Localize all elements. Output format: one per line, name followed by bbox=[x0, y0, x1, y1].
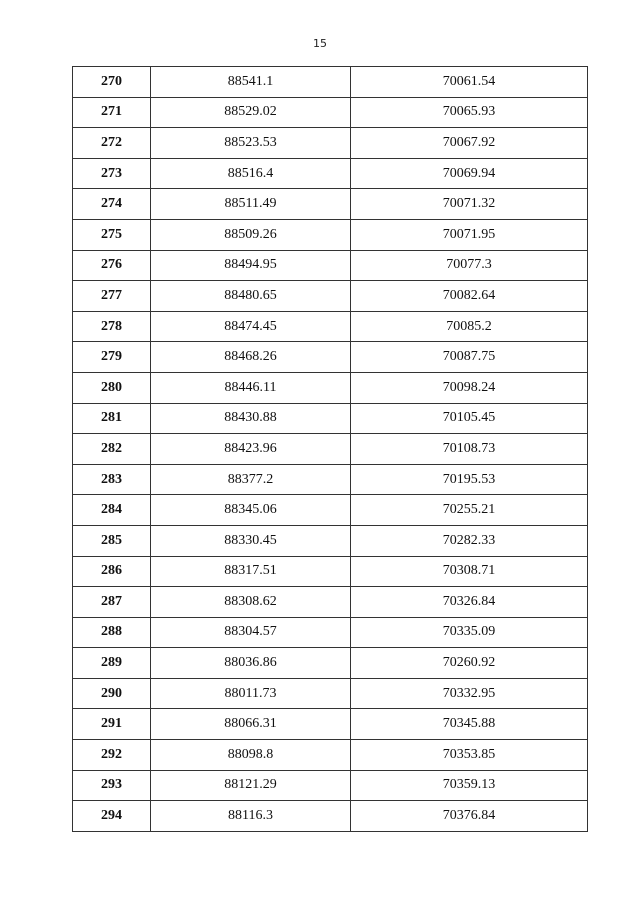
table-row bbox=[73, 495, 588, 526]
point-number-cell: 270 bbox=[73, 67, 151, 98]
point-number-cell: 277 bbox=[73, 281, 151, 312]
point-number-cell: 286 bbox=[73, 556, 151, 587]
coordinates-table bbox=[72, 66, 588, 832]
table-row bbox=[73, 250, 588, 281]
point-number-cell: 282 bbox=[73, 434, 151, 465]
table-row bbox=[73, 403, 588, 434]
y-coordinate-cell: 70065.93 bbox=[351, 97, 588, 128]
x-coordinate-cell: 88474.45 bbox=[151, 311, 351, 342]
point-number-cell: 292 bbox=[73, 740, 151, 771]
table-row bbox=[73, 648, 588, 679]
y-coordinate-cell: 70085.2 bbox=[351, 311, 588, 342]
page-number: 15 bbox=[313, 37, 327, 50]
y-coordinate-cell: 70353.85 bbox=[351, 740, 588, 771]
y-coordinate-cell: 70098.24 bbox=[351, 372, 588, 403]
y-coordinate-cell: 70061.54 bbox=[351, 67, 588, 98]
table-row bbox=[73, 801, 588, 832]
table-row bbox=[73, 556, 588, 587]
x-coordinate-cell: 88121.29 bbox=[151, 770, 351, 801]
table-row bbox=[73, 342, 588, 373]
x-coordinate-cell: 88098.8 bbox=[151, 740, 351, 771]
x-coordinate-cell: 88523.53 bbox=[151, 128, 351, 159]
y-coordinate-cell: 70335.09 bbox=[351, 617, 588, 648]
point-number-cell: 284 bbox=[73, 495, 151, 526]
point-number-cell: 285 bbox=[73, 525, 151, 556]
point-number-cell: 294 bbox=[73, 801, 151, 832]
point-number-cell: 271 bbox=[73, 97, 151, 128]
table-row bbox=[73, 434, 588, 465]
table-row bbox=[73, 464, 588, 495]
x-coordinate-cell: 88036.86 bbox=[151, 648, 351, 679]
y-coordinate-cell: 70376.84 bbox=[351, 801, 588, 832]
x-coordinate-cell: 88511.49 bbox=[151, 189, 351, 220]
point-number-cell: 272 bbox=[73, 128, 151, 159]
table-row bbox=[73, 311, 588, 342]
x-coordinate-cell: 88494.95 bbox=[151, 250, 351, 281]
x-coordinate-cell: 88308.62 bbox=[151, 587, 351, 618]
y-coordinate-cell: 70067.92 bbox=[351, 128, 588, 159]
x-coordinate-cell: 88377.2 bbox=[151, 464, 351, 495]
table-row bbox=[73, 372, 588, 403]
y-coordinate-cell: 70195.53 bbox=[351, 464, 588, 495]
y-coordinate-cell: 70255.21 bbox=[351, 495, 588, 526]
x-coordinate-cell: 88446.11 bbox=[151, 372, 351, 403]
x-coordinate-cell: 88345.06 bbox=[151, 495, 351, 526]
x-coordinate-cell: 88066.31 bbox=[151, 709, 351, 740]
table-row bbox=[73, 709, 588, 740]
point-number-cell: 280 bbox=[73, 372, 151, 403]
y-coordinate-cell: 70308.71 bbox=[351, 556, 588, 587]
x-coordinate-cell: 88423.96 bbox=[151, 434, 351, 465]
y-coordinate-cell: 70332.95 bbox=[351, 678, 588, 709]
y-coordinate-cell: 70071.95 bbox=[351, 219, 588, 250]
point-number-cell: 291 bbox=[73, 709, 151, 740]
table-row bbox=[73, 587, 588, 618]
x-coordinate-cell: 88430.88 bbox=[151, 403, 351, 434]
y-coordinate-cell: 70105.45 bbox=[351, 403, 588, 434]
point-number-cell: 287 bbox=[73, 587, 151, 618]
y-coordinate-cell: 70069.94 bbox=[351, 158, 588, 189]
point-number-cell: 276 bbox=[73, 250, 151, 281]
point-number-cell: 289 bbox=[73, 648, 151, 679]
x-coordinate-cell: 88480.65 bbox=[151, 281, 351, 312]
y-coordinate-cell: 70345.88 bbox=[351, 709, 588, 740]
x-coordinate-cell: 88116.3 bbox=[151, 801, 351, 832]
table-row bbox=[73, 219, 588, 250]
y-coordinate-cell: 70077.3 bbox=[351, 250, 588, 281]
y-coordinate-cell: 70071.32 bbox=[351, 189, 588, 220]
y-coordinate-cell: 70359.13 bbox=[351, 770, 588, 801]
point-number-cell: 278 bbox=[73, 311, 151, 342]
point-number-cell: 290 bbox=[73, 678, 151, 709]
table-row bbox=[73, 525, 588, 556]
table-row bbox=[73, 67, 588, 98]
point-number-cell: 275 bbox=[73, 219, 151, 250]
table-row bbox=[73, 128, 588, 159]
y-coordinate-cell: 70282.33 bbox=[351, 525, 588, 556]
point-number-cell: 273 bbox=[73, 158, 151, 189]
x-coordinate-cell: 88011.73 bbox=[151, 678, 351, 709]
point-number-cell: 293 bbox=[73, 770, 151, 801]
point-number-cell: 279 bbox=[73, 342, 151, 373]
table-row bbox=[73, 770, 588, 801]
x-coordinate-cell: 88509.26 bbox=[151, 219, 351, 250]
x-coordinate-cell: 88516.4 bbox=[151, 158, 351, 189]
point-number-cell: 274 bbox=[73, 189, 151, 220]
coordinates-table-body bbox=[73, 67, 588, 832]
x-coordinate-cell: 88541.1 bbox=[151, 67, 351, 98]
point-number-cell: 283 bbox=[73, 464, 151, 495]
x-coordinate-cell: 88304.57 bbox=[151, 617, 351, 648]
y-coordinate-cell: 70082.64 bbox=[351, 281, 588, 312]
y-coordinate-cell: 70260.92 bbox=[351, 648, 588, 679]
y-coordinate-cell: 70326.84 bbox=[351, 587, 588, 618]
point-number-cell: 288 bbox=[73, 617, 151, 648]
table-row bbox=[73, 617, 588, 648]
table-row bbox=[73, 97, 588, 128]
table-row bbox=[73, 740, 588, 771]
x-coordinate-cell: 88529.02 bbox=[151, 97, 351, 128]
point-number-cell: 281 bbox=[73, 403, 151, 434]
x-coordinate-cell: 88330.45 bbox=[151, 525, 351, 556]
x-coordinate-cell: 88468.26 bbox=[151, 342, 351, 373]
y-coordinate-cell: 70087.75 bbox=[351, 342, 588, 373]
x-coordinate-cell: 88317.51 bbox=[151, 556, 351, 587]
table-row bbox=[73, 678, 588, 709]
table-row bbox=[73, 158, 588, 189]
table-row bbox=[73, 281, 588, 312]
y-coordinate-cell: 70108.73 bbox=[351, 434, 588, 465]
table-row bbox=[73, 189, 588, 220]
